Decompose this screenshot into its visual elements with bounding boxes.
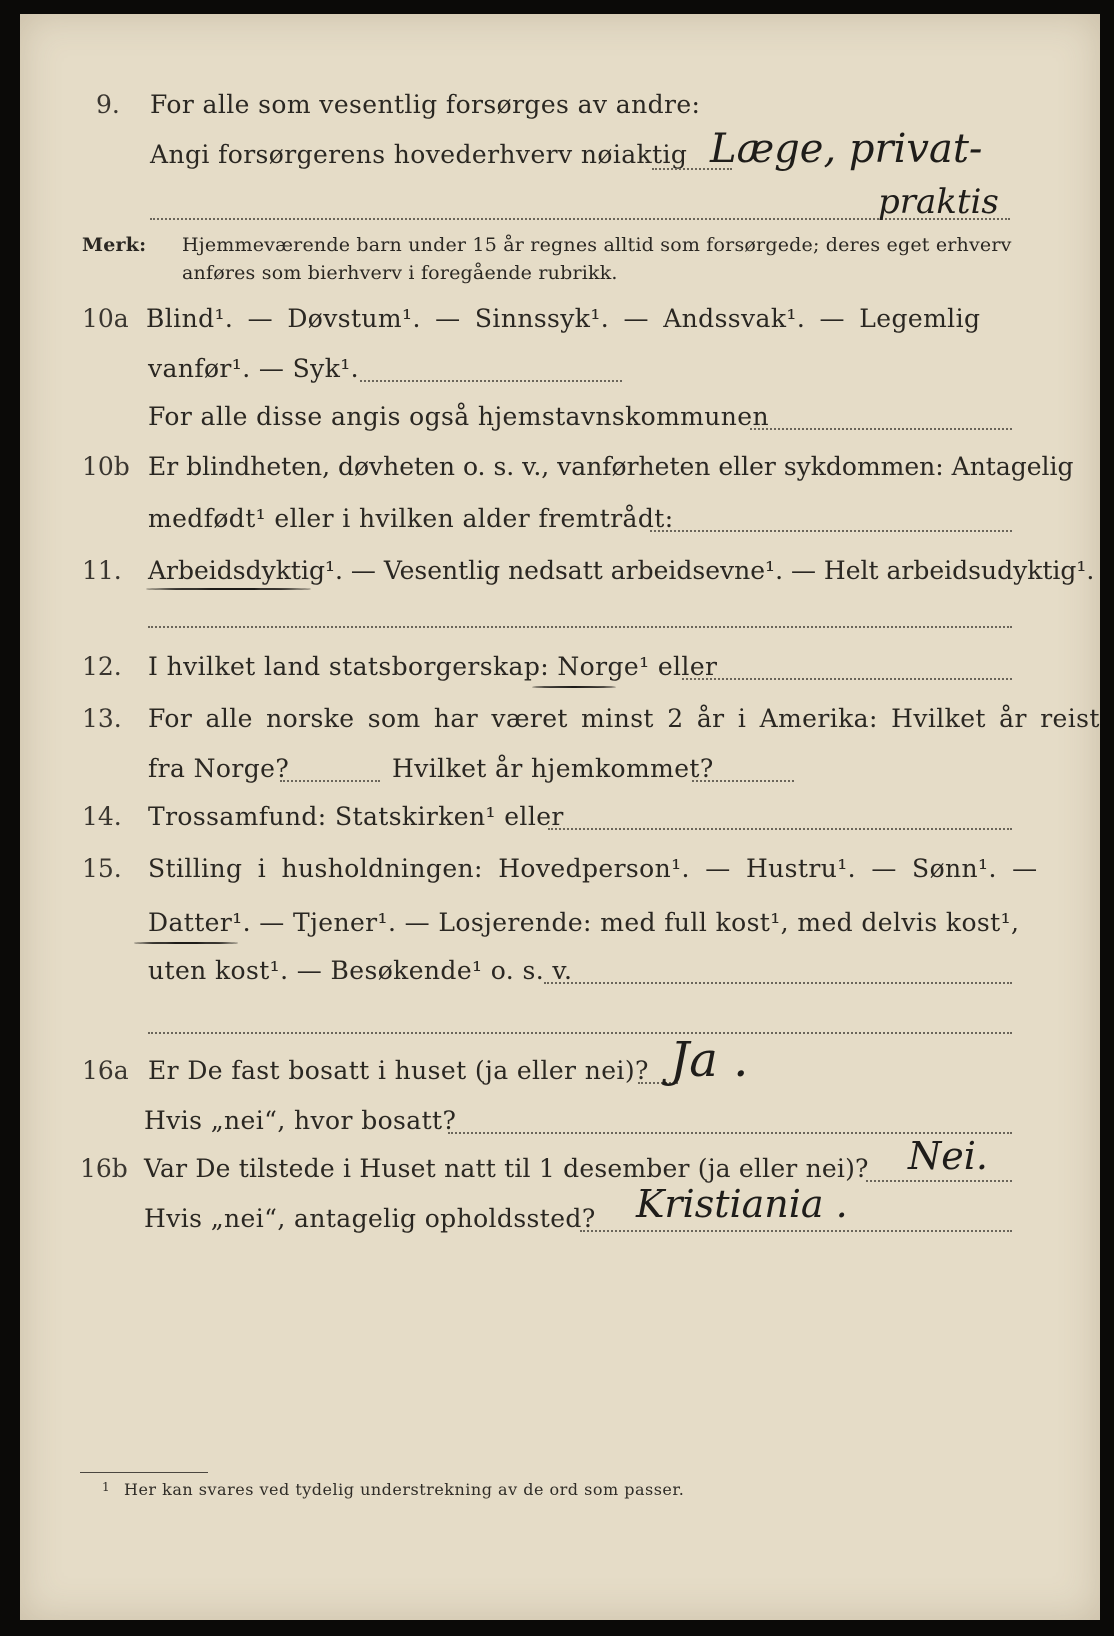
q9-handwritten-answer-2: praktis [878, 182, 999, 222]
q10b-number: 10b [82, 452, 130, 481]
q16b-handwritten-answer-1: Nei. [908, 1134, 988, 1178]
q13-number: 13. [82, 704, 122, 733]
q11-number: 11. [82, 556, 122, 585]
q16a-line1: Er De fast bosatt i huset (ja eller nei)? [148, 1056, 649, 1085]
q16b-number: 16b [80, 1154, 128, 1183]
q9-number: 9. [96, 90, 120, 119]
q15-line2: Datter¹. — Tjener¹. — Losjerende: med full kost¹, med delvis kost¹, [148, 908, 1020, 937]
q12-number: 12. [82, 652, 122, 681]
q13-line2a: fra Norge? [148, 754, 290, 783]
q12-dotted-line [682, 678, 1012, 680]
q14-line1: Trossamfund: Statskirken¹ eller [148, 802, 564, 831]
merk-line1: Hjemmeværende barn under 15 år regnes alltid som forsørgede; deres eget erhverv [182, 234, 1012, 256]
q10a-line3: For alle disse angis også hjemstavnskommunen [148, 402, 769, 431]
footnote-text: Her kan svares ved tydelig understrekning av de ord som passer. [124, 1480, 685, 1499]
q15-underline-datter [134, 942, 238, 944]
q16b-line2: Hvis „nei“, antagelig opholdssted? [144, 1204, 596, 1233]
q10a-number: 10a [82, 304, 129, 333]
merk-label: Merk: [82, 234, 147, 256]
q15-dotted-line [544, 982, 1012, 984]
q11-underline-arbeidsdyktig [146, 588, 311, 590]
q16a-line2: Hvis „nei“, hvor bosatt? [144, 1106, 457, 1135]
q13-dotted-line-1 [280, 780, 380, 782]
q10a-dotted-line-2 [750, 428, 1012, 430]
q16a-number: 16a [82, 1056, 129, 1085]
q12-line1: I hvilket land statsborgerskap: Norge¹ eller [148, 652, 718, 681]
q10a-line1: Blind¹. — Døvstum¹. — Sinnssyk¹. — Andssvak¹. — Legemlig [146, 304, 981, 333]
q10b-dotted-line [650, 530, 1012, 532]
q10b-line1: Er blindheten, døvheten o. s. v., vanførheten eller sykdommen: Antagelig [148, 452, 1074, 481]
q16b-handwritten-answer-2: Kristiania . [636, 1182, 848, 1226]
q9-line2: Angi forsørgerens hovederhverv nøiaktig [150, 140, 688, 169]
q13-dotted-line-2 [692, 780, 794, 782]
q10a-dotted-line [360, 380, 622, 382]
q10b-line2: medfødt¹ eller i hvilken alder fremtrådt: [148, 504, 674, 533]
q14-dotted-line [548, 828, 1012, 830]
footnote-rule [80, 1472, 208, 1473]
q15-line3: uten kost¹. — Besøkende¹ o. s. v. [148, 956, 573, 985]
q9-handwritten-answer-1: Læge, privat- [710, 126, 983, 172]
q16b-line1: Var De tilstede i Huset natt til 1 desember (ja eller nei)? [144, 1154, 869, 1183]
footnote-mark: 1 [102, 1480, 111, 1494]
q15-dotted-line-2 [148, 1032, 1012, 1034]
q10a-line2: vanfør¹. — Syk¹. [148, 354, 360, 383]
q9-line1: For alle som vesentlig forsørges av andre: [150, 90, 701, 119]
q13-line2b: Hvilket år hjemkommet? [392, 754, 714, 783]
q13-line1: For alle norske som har været minst 2 år i Amerika: Hvilket år reist [148, 704, 1100, 733]
q12-underline-norge [532, 686, 616, 688]
census-form-page [20, 14, 1100, 1620]
q15-line1: Stilling i husholdningen: Hovedperson¹. — Hustru¹. — Sønn¹. — [148, 854, 1038, 883]
q11-line1: Arbeidsdyktig¹. — Vesentlig nedsatt arbeidsevne¹. — Helt arbeidsudyktig¹. [148, 556, 1095, 585]
q15-number: 15. [82, 854, 122, 883]
q14-number: 14. [82, 802, 122, 831]
q16b-dotted-line [866, 1180, 1012, 1182]
merk-line2: anføres som bierhverv i foregående rubrikk. [182, 262, 618, 284]
q16a-handwritten-answer: Ja . [670, 1032, 749, 1088]
q16b-dotted-line-2 [580, 1230, 1012, 1232]
q11-dotted-line [148, 626, 1012, 628]
